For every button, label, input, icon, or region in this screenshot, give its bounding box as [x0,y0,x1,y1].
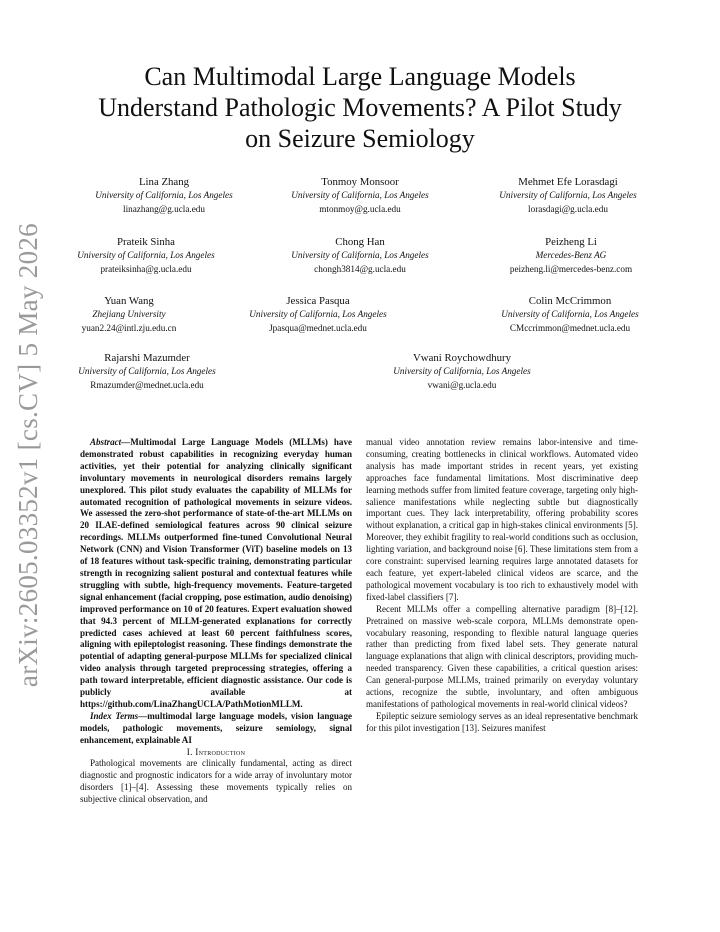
author-name: Vwani Roychowdhury [412,352,512,364]
author-name: Tonmoy Monsoor [321,176,399,188]
intro-paragraph: Pathological movements are clinically fundamental, acting as direct diagnostic and prognostic indicators for a wide array of involuntary motor disorders [1]–[4]. Assessing these movements typically relies on subjective clinical observation, and [80,758,352,805]
section-heading: I. Introduction [186,746,246,757]
author-block [36,235,256,276]
author-block [37,351,257,392]
author-email: Rmazumder@mednet.ucla.edu [90,379,204,390]
paper-title [60,61,660,154]
author-email: chongh3814@g.ucla.edu [314,263,406,274]
author-block [54,175,274,216]
left-column [80,437,352,806]
index-terms-lead: Index Terms [90,710,139,721]
arxiv-identifier-text: arXiv:2605.03352v1 [cs.CV] 5 May 2026 [12,222,43,688]
author-block [250,175,470,216]
author-affiliation: University of California, Los Angeles [95,190,233,200]
abstract-text: —Multimodal Large Language Models (MLLMs) have demonstrated robust capabilities in recognizing everyday human activities, yet their potential for analyzing clinically significant involuntary movements in neurological disorders remains largely unexplored. This pilot study evaluates the capability of MLLMs for automated recognition of pathological movements in seizure videos. We assessed the zero-shot performance of state-of-the-art MLLMs on 20 ILAE-defined semiological features across 90 clinical seizure recordings. MLLMs outperformed fine-tuned Convolutional Neural Network (CNN) and Vision Transformer (ViT) baseline models on 13 of 18 features without task-specific training, demonstrating particular strength in recognizing salient postural and contextual features while struggling with subtle, high-frequency movements. Feature-targeted signal enhancement (facial cropping, pose estimation, audio denoising) improved performance on 10 of 20 features. Expert evaluation showed that 94.3 percent of MLLM-generated explanations for correctly predicted cases achieved at least 60 percent faithfulness scores, aligning with epileptologist reasoning. These findings demonstrate the potential of adapting general-purpose MLLMs for specialized clinical video analysis through targeted preprocessing strategies, offering a path toward interpretable, efficient diagnostic assistance. Our code is publicly available at https://github.com/LinaZhangUCLA/PathMotionMLLM. [80,437,352,709]
abstract-lead: Abstract [90,437,122,447]
author-block [352,351,572,392]
author-block [461,235,681,276]
author-affiliation: University of California, Los Angeles [78,366,216,376]
author-name: Rajarshi Mazumder [104,352,190,364]
author-email: Jpasqua@mednet.ucla.edu [269,322,367,333]
author-email: prateiksinha@g.ucla.edu [100,263,192,274]
author-email: peizheng.li@mercedes-benz.com [509,263,633,274]
right-column [366,437,638,735]
author-block [250,235,470,276]
author-email: CMccrimmon@mednet.ucla.edu [509,322,631,333]
author-name: Lina Zhang [138,176,190,188]
author-name: Peizheng Li [545,236,597,248]
body-paragraph: manual video annotation review remains labor-intensive and time-consuming, creating bottlenecks in clinical workflows. Automated video analysis has made important strides in recent years, yet existing approaches face fundamental limitations. Most discriminative deep learning methods suffer from limited feature coverage, targeting only high-salience manifestations while neglecting subtle but diagnostically important cues. They lack interpretability, offering probability scores without explanation, a critical gap in high-stakes clinical environments [5]. Moreover, they exhibit fragility to real-world conditions such as occlusion, lighting variation, and background noise [6]. These limitations stem from a core constraint: supervised learning requires large annotated datasets for each feature, yet expert-labeled clinical videos are scarce, and the pathological movement vocabulary is too rich to exhaustively model with fixed-label classifiers [7]. [366,437,638,602]
author-affiliation: University of California, Los Angeles [499,190,637,200]
author-email: linazhang@g.ucla.edu [123,203,205,214]
author-affiliation: Mercedes-Benz AG [535,250,607,260]
body-paragraph: Epileptic seizure semiology serves as an ideal representative benchmark for this pilot investigation [13]. Seizures manifest [366,710,638,733]
title-line: Understand Pathologic Movements? A Pilot Study [98,93,622,122]
abstract [80,437,352,711]
index-terms-text: —multimodal large language models, vision language models, pathologic movements, seizure semiology, signal enhancement, explainable AI [80,710,352,745]
author-affiliation: University of California, Los Angeles [249,309,387,319]
title-line: Can Multimodal Large Language Models [144,62,576,91]
author-name: Chong Han [335,236,385,248]
author-affiliation: University of California, Los Angeles [393,366,531,376]
author-affiliation: University of California, Los Angeles [291,250,429,260]
author-email: lorasdagi@g.ucla.edu [528,203,608,214]
author-email: mtonmoy@g.ucla.edu [319,203,401,214]
author-block [208,294,428,335]
author-email: yuan2.24@intl.zju.edu.cn [81,322,177,333]
author-name: Colin McCrimmon [528,295,612,307]
body-paragraph: Recent MLLMs offer a compelling alternative paradigm [8]–[12]. Pretrained on massive web-scale corpora, MLLMs demonstrate open-vocabulary reasoning, responding to flexible natural language queries rather than predicting from fixed label sets. They generate natural language explanations that align with clinical descriptors, providing much-needed transparency. Given these capabilities, a critical question arises: Can general-purpose MLLMs, trained primarily on everyday voluntary actions, recognize the subtle, involuntary, and often ambiguous manifestations of pathological movements in real-world clinical videos? [366,603,638,709]
author-block [458,175,678,216]
author-affiliation: University of California, Los Angeles [77,250,215,260]
author-affiliation: University of California, Los Angeles [291,190,429,200]
author-affiliation: University of California, Los Angeles [501,309,639,319]
author-block [19,294,239,335]
author-email: vwani@g.ucla.edu [427,379,497,390]
index-terms [80,711,352,747]
author-block [460,294,680,335]
author-name: Jessica Pasqua [286,295,350,307]
author-name: Mehmet Efe Lorasdagi [518,176,618,188]
title-line: on Seizure Semiology [245,124,475,153]
author-affiliation: Zhejiang University [92,309,166,319]
author-name: Prateik Sinha [117,236,175,248]
author-name: Yuan Wang [104,295,154,307]
